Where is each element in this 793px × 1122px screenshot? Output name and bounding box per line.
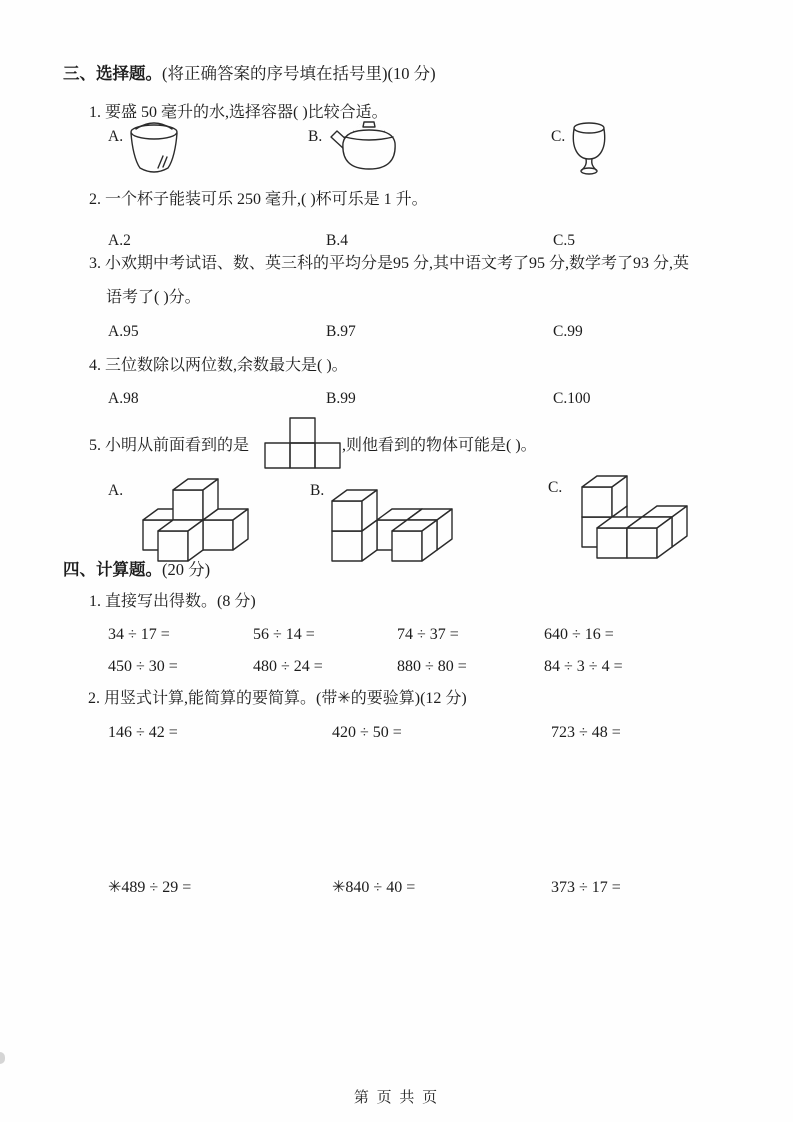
calc-expression: 723 ÷ 48 = [551,724,621,741]
question-4-text: 4. 三位数除以两位数,余数最大是( )。 [89,357,348,374]
section-choice-heading [63,64,436,83]
question-5-text-after: ,则他看到的物体可能是( )。 [342,437,537,454]
q3-option-a: A.95 [108,323,139,340]
section-choice-title: 三、选择题。 [63,64,162,83]
calc-expression: 84 ÷ 3 ÷ 4 = [544,658,623,675]
q2-option-c: C.5 [553,232,575,249]
q5-option-a-label: A. [108,482,124,499]
scan-artifact [0,1052,5,1064]
q3-option-c: C.99 [553,323,583,340]
question-2-text: 2. 一个杯子能装可乐 250 毫升,( )杯可乐是 1 升。 [89,191,428,208]
q4-option-a: A.98 [108,390,139,407]
calc-expression: 146 ÷ 42 = [108,724,178,741]
calc-q1-text: 1. 直接写出得数。(8 分) [89,593,256,610]
section-calc-title: 四、计算题。 [63,560,162,579]
q2-option-b: B.4 [326,232,348,249]
calc-expression-starred: ✳840 ÷ 40 = [332,879,416,896]
calc-expression: 640 ÷ 16 = [544,626,614,643]
q5-option-b-label: B. [310,482,325,499]
calc-expression-starred: ✳489 ÷ 29 = [108,879,192,896]
cube-arrangement-a-figure [126,477,252,565]
calc-expression: 74 ÷ 37 = [397,626,459,643]
section-choice-note: (将正确答案的序号填在括号里)(10 分) [162,64,436,83]
q4-option-b: B.99 [326,390,356,407]
q4-option-c: C.100 [553,390,591,407]
cube-arrangement-b-figure [330,477,456,565]
calc-q2-text: 2. 用竖式计算,能简算的要简算。(带✳的要验算)(12 分) [88,690,467,707]
cube-arrangement-c-figure [565,474,691,562]
calc-expression: 480 ÷ 24 = [253,658,323,675]
q2-option-a: A.2 [108,232,131,249]
section-calc-heading [63,560,210,579]
question-5-text-before: 5. 小明从前面看到的是 [89,437,250,454]
q3-option-b: B.97 [326,323,356,340]
question-1-text: 1. 要盛 50 毫升的水,选择容器( )比较合适。 [89,104,388,121]
calc-expression: 880 ÷ 80 = [397,658,467,675]
q5-option-c-label: C. [548,479,563,496]
section-calc-note: (20 分) [162,560,211,579]
question-3-line-1: 3. 小欢期中考试语、数、英三科的平均分是95 分,其中语文考了95 分,数学考了93 分,英 [89,255,690,272]
question-3-line-2: 语考了( )分。 [106,289,201,306]
q1-option-c-label: C. [551,128,566,145]
calc-expression: 34 ÷ 17 = [108,626,170,643]
calc-expression: 373 ÷ 17 = [551,879,621,896]
calc-expression: 420 ÷ 50 = [332,724,402,741]
q1-option-b-label: B. [308,128,323,145]
bucket-icon [127,118,181,178]
calc-expression: 56 ÷ 14 = [253,626,315,643]
goblet-icon [569,117,609,177]
page-footer: 第 页 共 页 [353,1090,440,1106]
q1-option-a-label: A. [108,128,124,145]
kettle-icon [324,117,402,173]
calc-expression: 450 ÷ 30 = [108,658,178,675]
front-view-figure [264,417,341,469]
